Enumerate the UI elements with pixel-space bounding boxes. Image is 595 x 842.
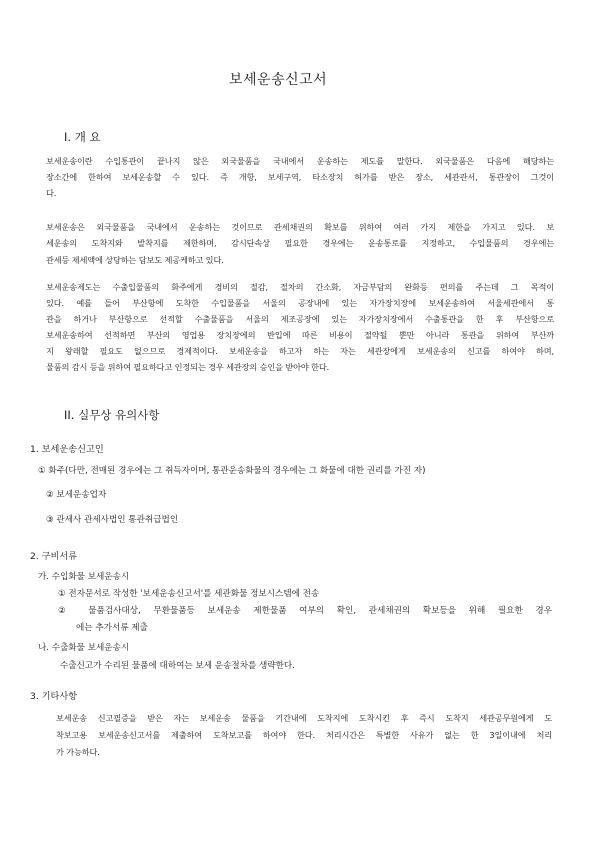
paragraph-line: 있다. 예를 들어 부산항에 도착한 수입물품을 서울의 공장내에 있는 자가장치장에 보세운송하여 서울세관에서 통 — [46, 298, 554, 308]
list-item: ① 화주(다만, 전매된 경우에는 그 취득자이며, 통관운송화물의 경우에는 그 화물에 대한 권리를 가진 자) — [38, 466, 426, 476]
list-item: ② 보세운송업자 — [46, 490, 107, 500]
list-item: 수출신고가 수리된 물품에 대하여는 보세 운송절차를 생략한다. — [60, 661, 295, 671]
paragraph-line: 장소간에 한하여 보세운송할 수 있다. 즉 개항, 보세구역, 타소장치 허가를 받은 장소, 세관관서, 통관장이 그것이 — [46, 172, 554, 182]
page-title: 보세운송신고서 — [229, 72, 328, 88]
list-item: ② 물품검사대상, 무환물품등 보세운송 제한물품 여부의 확인, 관세채권의 확보등을 위해 필요한 경우 — [58, 606, 552, 616]
item-3-heading: 3. 기타사항 — [30, 691, 78, 702]
item-1-heading: 1. 보세운송신고인 — [30, 444, 104, 455]
paragraph-line: 관세등 제세액에 상당하는 담보도 제공케하고 있다. — [46, 255, 224, 265]
paragraph-line: 물품의 감시 등을 위하여 필요하다고 인정되는 경우 세관장의 승인을 받아야 한다. — [46, 362, 330, 372]
paragraph-line: 세운송의 도착지와 발착지를 제한하며, 감시단속상 필요한 경우에는 운송통로를 지정하고, 수입물품의 경우에는 — [46, 238, 554, 248]
list-item: ③ 관세사 관세사법인 통관취급법인 — [46, 515, 179, 525]
sub-heading: 가. 수입화물 보세운송시 — [38, 572, 130, 582]
paragraph-line: 보세운송하여 선적하면 부산의 영업용 장치장에의 반입에 따른 비용이 절약될 뿐만 아니라 통관을 위하여 부산까 — [46, 330, 554, 340]
paragraph-line: 다. — [46, 188, 57, 198]
paragraph-line: 보세운송 신고필증을 받은 자는 보세운송 물품을 기간내에 도착지에 도착시킨 후 즉시 도착지 세관공무원에게 도 — [56, 713, 552, 723]
paragraph-line: 가 가능하다. — [56, 747, 100, 757]
paragraph-line: 보세운송은 외국물품을 국내에서 운송하는 것이므로 관세채권의 확보를 위하여 여러 가지 제한을 가지고 있다. 보 — [46, 222, 554, 232]
paragraph-line: 관을 하거나 부산항으로 선적할 수출물품을 서울의 제조공장에 있는 자가장치장에서 수출통관을 한 후 부산항으로 — [46, 314, 554, 324]
sub-heading: 나. 수출화물 보세운송시 — [38, 643, 130, 653]
section-2-heading: II. 실무상 유의사항 — [64, 408, 160, 422]
paragraph-line: 보세운송제도는 수출입물품의 화주에게 경비의 절감, 절차의 간소화, 자금부담의 완화등 편의를 주는데 그 목적이 — [46, 282, 554, 292]
list-item-continuation: 에는 추가서류 제출 — [76, 623, 148, 633]
section-1-heading: I. 개 요 — [64, 130, 101, 144]
paragraph-line: 보세운송이란 수입통관이 끝나지 않은 외국물품을 국내에서 운송하는 제도를 말한다. 외국물품은 다음에 해당하는 — [46, 156, 554, 166]
paragraph-line: 착보고용 보세운송신고서를 제출하여 도착보고를 하여야 한다. 처리시간은 특별한 사유가 없는 한 3일이내에 처리 — [56, 730, 552, 740]
item-2-heading: 2. 구비서류 — [30, 551, 78, 562]
list-item: ① 전자문서로 작성한 '보세운송신고서'를 세관화물 정보시스템에 전송 — [58, 589, 320, 599]
paragraph-line: 지 왕래할 필요도 없으므로 경제적이다. 보세운송을 하고자 하는 자는 세관장에게 보세운송의 신고를 하여야 하며, — [46, 346, 554, 356]
